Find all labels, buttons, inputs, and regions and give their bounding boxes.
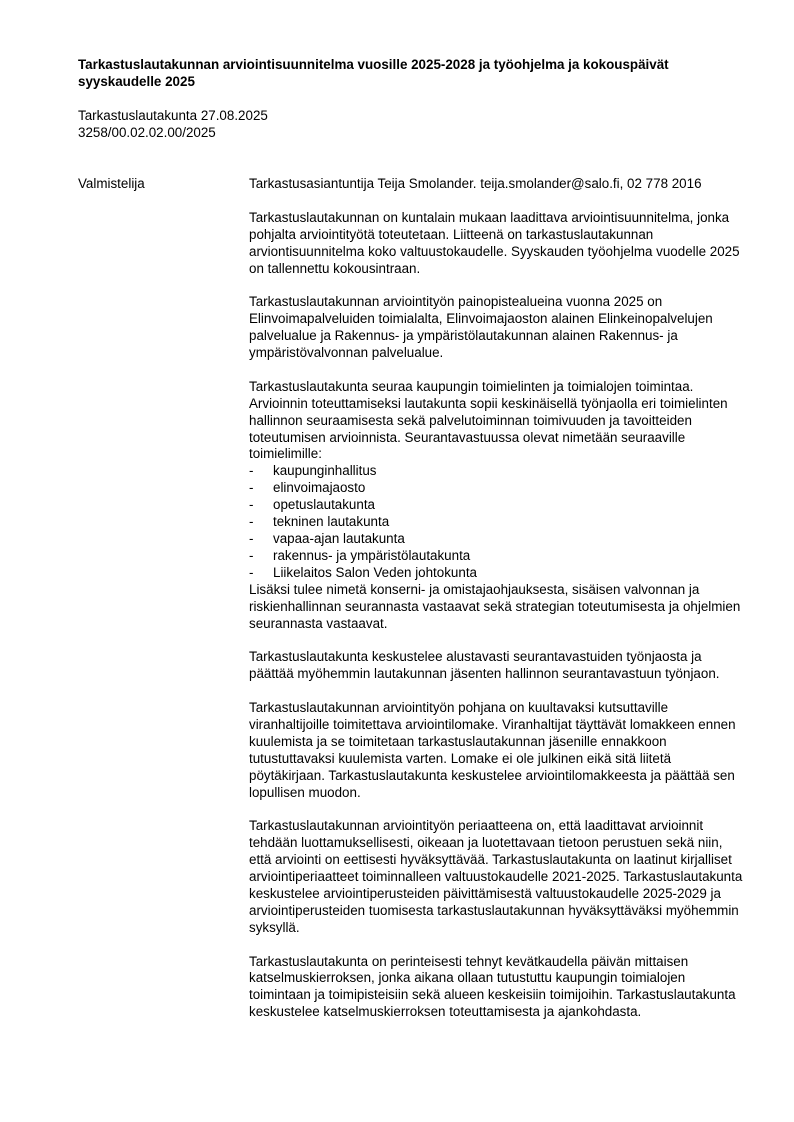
preparer-label: Valmistelija [78,176,145,191]
list-item [249,480,744,497]
reference-number: 3258/00.02.02.00/2025 [78,124,216,140]
paragraph: Tarkastuslautakunnan arviointityön periaatteena on, että laadittavat arvioinnit tehdään luottamuksellisesti, oikeaan ja luotettavaan tietoon perustuen sekä niin, että arviointi on eettisesti hyväksyttävää. Tarkastuslautakunta on laatinut kirjalliset arviointiperiaatteet toiminnalleen valtuustokaudelle 2021-2025. Tarkastuslautakunta keskustelee arviointiperusteiden päivittämisestä valtuustokaudelle 2025-2029 ja arviointiperusteiden tuomisesta tarkastuslautakunnan hyväksyttäväksi myöhemmin syksyllä. [249,818,743,935]
list-item [249,497,744,514]
document-body [249,176,744,1038]
list-dash: - [249,497,254,513]
list-item-label: vapaa-ajan lautakunta [273,530,405,546]
list-item-label: kaupunginhallitus [273,463,377,479]
document-title: Tarkastuslautakunnan arviointisuunnitelma vuosille 2025-2028 ja työohjelma ja kokouspäivät syyskaudelle 2025 [78,57,669,89]
paragraph: Tarkastuslautakunnan on kuntalain mukaan laadittava arviointisuunnitelma, jonka pohjalta arviointityötä toteutetaan. Liitteenä on tarkastuslautakunnan arviontisuunnitelma koko valtuustokaudelle. Syyskauden työohjelma vuodelle 2025 on tallennettu kokousintraan. [249,209,740,276]
list-dash: - [249,463,254,479]
paragraph: Tarkastuslautakunta seuraa kaupungin toimielinten ja toimialojen toimintaa. Arvioinnin toteuttamiseksi lautakunta sopii keskinäisellä työnjaolla eri toimielinten hallinnon seuraamisesta sekä palvelutoiminnan toimivuuden ja tavoitteiden toteutumisen arvioinnista. Seurantavastuussa olevat nimetään seuraaville toimielimille: [249,378,728,462]
paragraph: Tarkastuslautakunta on perinteisesti tehnyt kevätkaudella päivän mittaisen katselmuskierroksen, jonka aikana ollaan tutustuttu kaupungin toimialojen toimintaan ja toimipisteisiin sekä alueen keskeisiin toimijoihin. Tarkastuslautakunta keskustelee katselmuskierroksen toteuttamisesta ja ajankohdasta. [249,953,736,1020]
list-item-label: elinvoimajaosto [273,480,366,496]
meeting-info [78,108,268,141]
list-dash: - [249,547,254,563]
list-item-label: rakennus- ja ympäristölautakunta [273,547,471,563]
list-item-label: opetuslautakunta [273,497,375,513]
list-dash: - [249,564,254,580]
committee-list [249,463,744,581]
list-item-label: tekninen lautakunta [273,514,390,530]
list-item [249,548,744,565]
list-item [249,565,744,582]
list-dash: - [249,514,254,530]
list-item-label: Liikelaitos Salon Veden johtokunta [273,564,477,580]
list-item [249,463,744,480]
preparer-contact: Tarkastusasiantuntija Teija Smolander. teija.smolander@salo.fi, 02 778 2016 [249,176,702,191]
paragraph: Lisäksi tulee nimetä konserni- ja omistajaohjauksesta, sisäisen valvonnan ja riskienhallinnan seurannasta vastaavat sekä strategian toteutumisesta ja ohjelmien seurannasta vastaavat. [249,581,741,631]
paragraph: Tarkastuslautakunnan arviointityön painopistealueina vuonna 2025 on Elinvoimapalveluiden toimialalta, Elinvoimajaoston alainen Elinkeinopalvelujen palvelualue ja Rakennus- ja ympäristölautakunnan alainen Rakennus- ja ympäristövalvonnan palvelualue. [249,294,713,361]
meeting-date: Tarkastuslautakunta 27.08.2025 [78,108,268,123]
paragraph: Tarkastuslautakunta keskustelee alustavasti seurantavastuiden työnjaosta ja päättää myöhemmin lautakunnan jäsenten hallinnon seurantavastuun työnjaon. [249,649,720,682]
paragraph: Tarkastuslautakunnan arviointityön pohjana on kuultavaksi kutsuttaville viranhaltijoille toimitettava arviointilomake. Viranhaltijat täyttävät lomakkeen ennen kuulemista ja se toimitetaan tarkastuslautakunnan jäsenille ennakkoon tutustuttavaksi kuulemista varten. Lomake ei ole julkinen eikä sitä liitetä pöytäkirjaan. Tarkastuslautakunta keskustelee arviointilomakkeesta ja päättää sen lopullisen muodon. [249,700,736,800]
list-item [249,514,744,531]
list-dash: - [249,480,254,496]
list-dash: - [249,530,254,546]
list-item [249,531,744,548]
